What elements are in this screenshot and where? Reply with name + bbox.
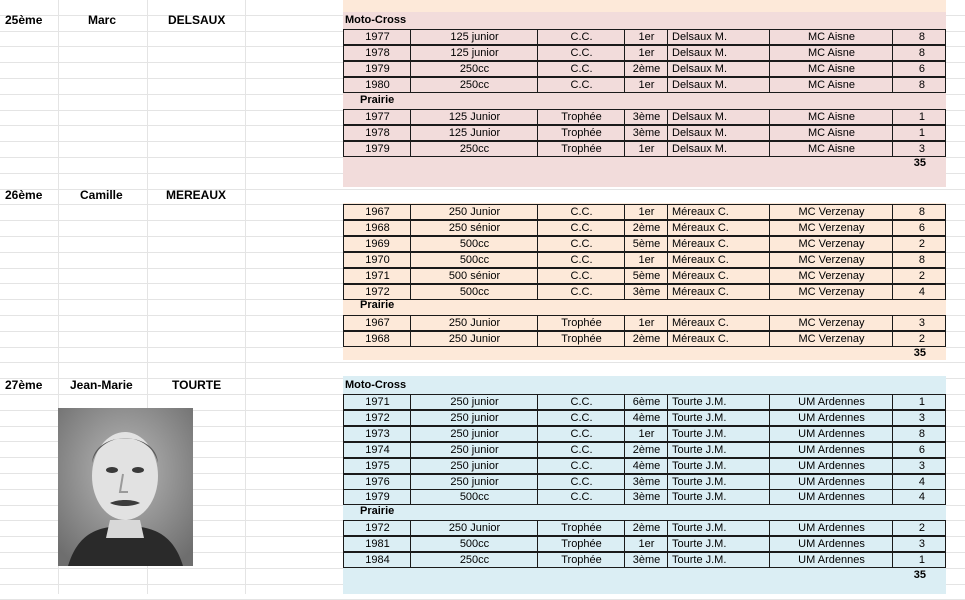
rider-25-rank: 25ème [5, 13, 43, 27]
cell-rider: Delsaux M. [667, 29, 770, 45]
cell-club: UM Ardennes [769, 489, 893, 505]
cell-type: Trophée [537, 141, 625, 157]
cell-rider: Tourte J.M. [667, 410, 770, 426]
cell-rider: Tourte J.M. [667, 474, 770, 490]
cell-rider: Méreaux C. [667, 284, 770, 300]
cell-club: UM Ardennes [769, 394, 893, 410]
top-band [343, 0, 946, 12]
cell-club: UM Ardennes [769, 410, 893, 426]
cell-position: 2ème [624, 442, 668, 458]
cell-club: UM Ardennes [769, 536, 893, 552]
cell-year: 1972 [343, 284, 411, 300]
cell-category: 250 Junior [410, 204, 538, 220]
cell-rider: Méreaux C. [667, 220, 770, 236]
cell-rider: Delsaux M. [667, 109, 770, 125]
table-row [343, 520, 946, 536]
rider-25-last-name: DELSAUX [168, 13, 226, 27]
cell-category: 125 Junior [410, 109, 538, 125]
cell-type: C.C. [537, 236, 625, 252]
cell-club: MC Aisne [769, 109, 893, 125]
table-row [343, 220, 946, 236]
cell-points: 8 [892, 252, 946, 268]
cell-club: MC Aisne [769, 45, 893, 61]
cell-position: 1er [624, 45, 668, 61]
cell-position: 2ème [624, 220, 668, 236]
rider-25-first-name: Marc [88, 13, 117, 27]
cell-club: MC Aisne [769, 125, 893, 141]
cell-type: C.C. [537, 268, 625, 284]
table-row [343, 125, 946, 141]
cell-type: C.C. [537, 410, 625, 426]
cell-club: MC Aisne [769, 29, 893, 45]
cell-year: 1979 [343, 61, 411, 77]
cell-club: MC Verzenay [769, 315, 893, 331]
cell-rider: Delsaux M. [667, 45, 770, 61]
cell-rider: Delsaux M. [667, 125, 770, 141]
cell-position: 1er [624, 426, 668, 442]
cell-type: Trophée [537, 125, 625, 141]
rider-26-total: 35 [913, 347, 926, 359]
cell-type: C.C. [537, 220, 625, 236]
cell-club: MC Verzenay [769, 268, 893, 284]
cell-type: C.C. [537, 489, 625, 505]
cell-club: UM Ardennes [769, 458, 893, 474]
cell-category: 250 junior [410, 410, 538, 426]
cell-year: 1975 [343, 458, 411, 474]
cell-year: 1979 [343, 141, 411, 157]
rider-27-section-0-label: Moto-Cross [345, 379, 407, 391]
cell-year: 1968 [343, 220, 411, 236]
cell-points: 3 [892, 141, 946, 157]
cell-type: C.C. [537, 29, 625, 45]
cell-points: 1 [892, 394, 946, 410]
cell-club: MC Aisne [769, 61, 893, 77]
cell-club: MC Aisne [769, 77, 893, 93]
cell-category: 250cc [410, 61, 538, 77]
cell-position: 4ème [624, 458, 668, 474]
cell-category: 250 junior [410, 474, 538, 490]
cell-points: 8 [892, 45, 946, 61]
cell-year: 1969 [343, 236, 411, 252]
table-row [343, 536, 946, 552]
cell-position: 2ème [624, 61, 668, 77]
cell-position: 3ème [624, 474, 668, 490]
table-row [343, 315, 946, 331]
cell-type: Trophée [537, 315, 625, 331]
cell-club: UM Ardennes [769, 520, 893, 536]
cell-position: 1er [624, 29, 668, 45]
cell-category: 500 sénior [410, 268, 538, 284]
cell-points: 3 [892, 410, 946, 426]
cell-year: 1977 [343, 29, 411, 45]
cell-rider: Méreaux C. [667, 268, 770, 284]
cell-category: 250cc [410, 552, 538, 568]
cell-year: 1972 [343, 520, 411, 536]
cell-year: 1971 [343, 394, 411, 410]
rider-25-section-0-label: Moto-Cross [345, 14, 407, 26]
cell-year: 1967 [343, 315, 411, 331]
rider-27-last-name: TOURTE [172, 378, 222, 392]
cell-position: 3ème [624, 489, 668, 505]
cell-year: 1979 [343, 489, 411, 505]
cell-points: 8 [892, 29, 946, 45]
cell-points: 3 [892, 536, 946, 552]
cell-points: 8 [892, 426, 946, 442]
cell-category: 250 Junior [410, 315, 538, 331]
cell-type: Trophée [537, 331, 625, 347]
cell-position: 4ème [624, 410, 668, 426]
table-row [343, 331, 946, 347]
cell-type: C.C. [537, 458, 625, 474]
cell-club: UM Ardennes [769, 426, 893, 442]
cell-year: 1968 [343, 331, 411, 347]
cell-category: 500cc [410, 536, 538, 552]
cell-points: 3 [892, 458, 946, 474]
cell-points: 2 [892, 520, 946, 536]
cell-points: 1 [892, 552, 946, 568]
table-row [343, 552, 946, 568]
cell-position: 1er [624, 315, 668, 331]
cell-rider: Méreaux C. [667, 204, 770, 220]
cell-club: UM Ardennes [769, 552, 893, 568]
rider-27-first-name: Jean-Marie [70, 378, 133, 392]
cell-rider: Tourte J.M. [667, 426, 770, 442]
table-row [343, 29, 946, 45]
rider-27-section-1-label: Prairie [360, 505, 395, 517]
cell-rider: Tourte J.M. [667, 458, 770, 474]
cell-rider: Méreaux C. [667, 236, 770, 252]
cell-category: 250 Junior [410, 331, 538, 347]
cell-club: MC Verzenay [769, 284, 893, 300]
cell-club: UM Ardennes [769, 474, 893, 490]
cell-category: 250 junior [410, 426, 538, 442]
cell-position: 1er [624, 252, 668, 268]
cell-points: 2 [892, 236, 946, 252]
cell-category: 125 junior [410, 45, 538, 61]
cell-type: C.C. [537, 394, 625, 410]
cell-type: Trophée [537, 109, 625, 125]
cell-year: 1974 [343, 442, 411, 458]
cell-club: MC Verzenay [769, 220, 893, 236]
cell-year: 1978 [343, 125, 411, 141]
cell-position: 3ème [624, 125, 668, 141]
cell-points: 6 [892, 442, 946, 458]
cell-category: 250 Junior [410, 520, 538, 536]
rider-26-section-1-label: Prairie [360, 299, 395, 311]
rider-27-rank: 27ème [5, 378, 43, 392]
cell-rider: Tourte J.M. [667, 536, 770, 552]
cell-position: 1er [624, 204, 668, 220]
table-row [343, 141, 946, 157]
rider-26-first-name: Camille [80, 188, 123, 202]
table-row [343, 109, 946, 125]
rider-27-photo [58, 408, 193, 566]
rider-25-total: 35 [913, 157, 926, 169]
table-row [343, 268, 946, 284]
cell-rider: Delsaux M. [667, 61, 770, 77]
table-row [343, 204, 946, 220]
cell-rider: Méreaux C. [667, 252, 770, 268]
cell-rider: Tourte J.M. [667, 520, 770, 536]
table-row [343, 426, 946, 442]
cell-points: 6 [892, 220, 946, 236]
cell-type: C.C. [537, 77, 625, 93]
cell-year: 1967 [343, 204, 411, 220]
cell-category: 250 junior [410, 394, 538, 410]
cell-club: MC Verzenay [769, 252, 893, 268]
cell-points: 4 [892, 489, 946, 505]
table-row [343, 236, 946, 252]
cell-year: 1984 [343, 552, 411, 568]
cell-category: 250 sénior [410, 220, 538, 236]
table-row [343, 489, 946, 505]
table-row [343, 77, 946, 93]
rider-26-rank: 26ème [5, 188, 43, 202]
cell-type: C.C. [537, 45, 625, 61]
cell-points: 1 [892, 109, 946, 125]
cell-year: 1981 [343, 536, 411, 552]
cell-points: 1 [892, 125, 946, 141]
cell-club: MC Verzenay [769, 204, 893, 220]
cell-position: 5ème [624, 236, 668, 252]
table-row [343, 284, 946, 300]
table-row [343, 252, 946, 268]
cell-type: Trophée [537, 520, 625, 536]
cell-points: 2 [892, 268, 946, 284]
cell-year: 1972 [343, 410, 411, 426]
table-row [343, 410, 946, 426]
table-row [343, 45, 946, 61]
cell-category: 500cc [410, 236, 538, 252]
cell-type: Trophée [537, 552, 625, 568]
cell-category: 500cc [410, 252, 538, 268]
cell-type: C.C. [537, 426, 625, 442]
cell-category: 125 Junior [410, 125, 538, 141]
cell-club: MC Verzenay [769, 236, 893, 252]
cell-points: 6 [892, 61, 946, 77]
cell-category: 500cc [410, 489, 538, 505]
cell-position: 1er [624, 536, 668, 552]
cell-type: C.C. [537, 284, 625, 300]
cell-position: 1er [624, 77, 668, 93]
portrait-image [58, 408, 193, 566]
cell-position: 3ème [624, 284, 668, 300]
cell-rider: Tourte J.M. [667, 394, 770, 410]
cell-type: C.C. [537, 204, 625, 220]
cell-points: 3 [892, 315, 946, 331]
cell-rider: Tourte J.M. [667, 489, 770, 505]
rider-26-last-name: MEREAUX [166, 188, 227, 202]
cell-year: 1976 [343, 474, 411, 490]
cell-points: 8 [892, 77, 946, 93]
cell-type: C.C. [537, 61, 625, 77]
cell-position: 6ème [624, 394, 668, 410]
cell-rider: Delsaux M. [667, 141, 770, 157]
cell-category: 250cc [410, 77, 538, 93]
cell-year: 1980 [343, 77, 411, 93]
cell-category: 250 junior [410, 458, 538, 474]
cell-category: 125 junior [410, 29, 538, 45]
table-row [343, 458, 946, 474]
cell-year: 1977 [343, 109, 411, 125]
cell-points: 4 [892, 474, 946, 490]
cell-type: C.C. [537, 442, 625, 458]
cell-position: 3ème [624, 552, 668, 568]
table-row [343, 474, 946, 490]
table-row [343, 442, 946, 458]
cell-points: 2 [892, 331, 946, 347]
cell-type: C.C. [537, 474, 625, 490]
grid-col-line [245, 0, 246, 594]
cell-position: 2ème [624, 520, 668, 536]
cell-rider: Méreaux C. [667, 331, 770, 347]
cell-rider: Méreaux C. [667, 315, 770, 331]
rider-27-total: 35 [913, 569, 926, 581]
cell-category: 500cc [410, 284, 538, 300]
cell-year: 1970 [343, 252, 411, 268]
cell-year: 1973 [343, 426, 411, 442]
cell-year: 1978 [343, 45, 411, 61]
cell-points: 8 [892, 204, 946, 220]
cell-club: UM Ardennes [769, 442, 893, 458]
cell-rider: Tourte J.M. [667, 552, 770, 568]
cell-type: Trophée [537, 536, 625, 552]
table-row [343, 394, 946, 410]
cell-category: 250cc [410, 141, 538, 157]
rider-25-section-1-label: Prairie [360, 94, 395, 106]
cell-rider: Tourte J.M. [667, 442, 770, 458]
cell-category: 250 junior [410, 442, 538, 458]
cell-club: MC Verzenay [769, 331, 893, 347]
table-row [343, 61, 946, 77]
cell-club: MC Aisne [769, 141, 893, 157]
cell-points: 4 [892, 284, 946, 300]
cell-position: 1er [624, 141, 668, 157]
cell-position: 2ème [624, 331, 668, 347]
cell-year: 1971 [343, 268, 411, 284]
cell-type: C.C. [537, 252, 625, 268]
cell-rider: Delsaux M. [667, 77, 770, 93]
cell-position: 5ème [624, 268, 668, 284]
cell-position: 3ème [624, 109, 668, 125]
